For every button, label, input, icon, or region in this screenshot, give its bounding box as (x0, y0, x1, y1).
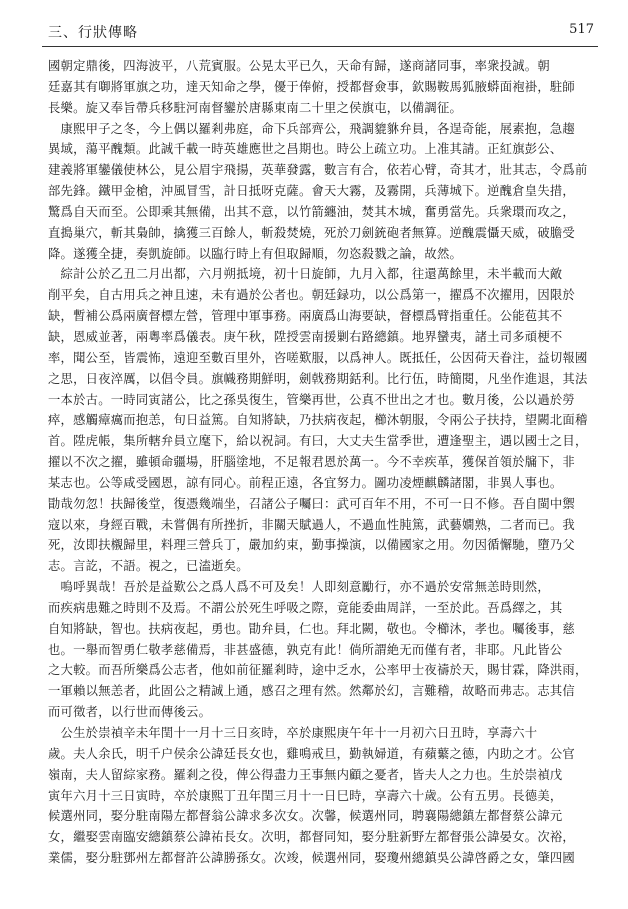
text-line: 嗚呼異哉！吾於是益歎公之爲人爲不可及矣！人即刻意勵行，亦不過於安常無恙時則然， (48, 580, 550, 595)
text-line: 候選州同，娶分駐南陽左都督翁公諱求多次女。次馨，候選州同，聘襄陽總鎮左都督蔡公諱元 (48, 809, 563, 824)
text-line: 寇以來，身經百戰，未嘗偶有所挫折，非關天賦過人，不過血性肫篤，武藝嫺熟，二者而已。我 (48, 517, 575, 532)
text-line: 長樂。旋又奉旨帶兵移駐河南督鑾於唐縣東南二十里之侯旗屯，以備調征。 (48, 100, 463, 115)
text-line: 缺，暫補公爲兩廣督標左營，管理中軍事務。兩廣爲山海要缺，督標爲臂指重任。公能苞其不 (48, 309, 563, 324)
text-line: 之思，日夜淬厲，以倡令員。旗幟務期鮮明，劍戟務期銛利。比行伍，時簡閱，凡坐作進退，其法 (48, 371, 588, 386)
text-line: 首。陞虎帳，集所轄弁員立麾下，給以祝詞。有曰，大丈夫生當季世，遭逢聖主，遇以國士之目， (48, 434, 588, 449)
text-line: 一本於古。一時同寅諸公，比之孫吳復生，管樂再世，公真不世出之才也。數月後，公以過於勞 (48, 392, 575, 407)
text-line: 某志也。公等咸受國恩，諒有同心。前程正遠，各宜努力。圖功凌煙麒麟諸閣，非異人事也。 (48, 475, 563, 490)
text-line: 廷嘉其有啣將軍旗之功，達天知命之學，優于俸俯，授都督僉事，欽賜鞍馬狐腋蟒面袍褂，駐師 (48, 79, 575, 94)
text-line: 之大較。而吾所樂爲公志者，他如前征羅剎時，途中乏水，公率甲士夜禱於天，賜甘霖，降洪雨， (48, 663, 588, 678)
text-line: 部先鋒。鐵甲金槍，沖風冒雪，計日抵呀克薩。會天大霧，及霧開，兵薄城下。逆醜倉皇失措， (48, 184, 575, 199)
text-line: 異域，蕩平醜類。此誠千載一時英雄應世之昌期也。時公上疏立功。上准其請。正紅旗彭公、 (48, 142, 563, 157)
text-line: 勖哉勿忽！扶歸後堂，復憑幾端坐，召諸公子囑曰：武可百年不用，不可一日不修。吾自閩中禦 (48, 496, 575, 511)
page-header (0, 0, 628, 52)
text-line: 公生於崇禎辛未年閏十一月十三日亥時，卒於康熙庚午年十一月初六日丑時，享壽六十 (48, 726, 538, 740)
text-line: 寅年六月十三日寅時，卒於康熙丁丑年閏三月十一日巳時，享壽六十歲。公有五男。長德美， (48, 788, 563, 803)
text-line: 綜計公於乙丑二月出都，六月朔抵境，初十日旋師，九月入都，往還萬餘里，未半載而大敵 (48, 267, 563, 282)
text-line: 業儒，娶分駐鄧州左都督許公諱勝孫女。次竣，候選州同，娶瓊州總鎮吳公諱啓爵之女，肇四國 (48, 851, 575, 866)
text-line: 嶺南，夫人留綜家務。羅剎之役，俾公得盡力王事無内顧之憂者，皆夫人之力也。生於崇禎戊 (48, 767, 563, 782)
text-line: 瘁，感觸瘴癘而抱恙，旬日益篤。自知將缺，乃扶病夜起，櫛沐朝服，令兩公子扶持，望闕北面稽 (48, 413, 588, 428)
text-line: 而可徵者，以行世而傳後云。 (48, 705, 212, 720)
text-line: 缺，恩威並著，兩粵率爲儀表。庚午秋，陞授雲南援剿右路總鎮。地界蠻夷，諸土司多頑梗不 (48, 329, 563, 344)
section-title: 三、行狀傳略 (48, 25, 138, 41)
text-line: 率，聞公至，皆震怖，遠迎至數百里外，咨嗟歎服，以爲神人。既抵任，公因荷天眷注，益切報國 (48, 350, 588, 365)
text-line: 也。一舉而智勇仁敬孝慈備焉，非甚盛德，孰克有此！倘所謂絶无而僅有者，非耶。凡此皆公 (48, 642, 563, 657)
text-line: 降。遂獲全捷，奏凱旋師。以臨行時上有但取歸順，勿恣殺戮之論，故然。 (48, 246, 463, 261)
text-line: 直搗巢穴，斬其梟帥，擒獲三百餘人，斬殺焚燒，死於刀劍銃砲者無算。逆醜震懾天威，破膽受 (48, 225, 575, 240)
text-line: 康熙甲子之冬，今上偶以羅剎弗庭，命下兵部齊公，飛調貔貅弁員，各逞奇能，展素抱，急趨 (48, 121, 575, 136)
text-line: 建義將軍鑾儀使林公，見公眉宇飛揚，英華發露，數言有合，依若心臂，奇其才，壯其志，令爲前 (48, 163, 588, 178)
text-line: 歲。夫人余氏，明千户侯余公諱廷長女也，雞鳴戒旦，勤執婦道，有蘋蘩之德，内助之才。公官 (48, 746, 575, 761)
text-line: 一軍賴以無恙者，此固公之精誠上通，感召之理有然。然鄰於幻，言難稽，故略而弗志。志其信 (48, 684, 575, 699)
text-line: 志。言訖，不語。視之，已溘逝矣。 (48, 559, 249, 574)
text-line: 擢以不次之擢，雖頓命疆場，肝腦塗地，不足報君恩於萬一。今不幸疾革，獲保首領於牖下，非 (48, 455, 575, 470)
page-number: 517 (569, 22, 594, 37)
text-line: 女，繼娶雲南臨安總鎮蔡公諱祐長女。次明，都督同知，娶分駐新野左都督張公諱晏女。次裕， (48, 830, 575, 845)
text-line: 國朝定鼎後，四海波平，八荒賓服。公晃太平已久，天命有歸，遂商諸同事，率衆投誠。朝 (48, 59, 550, 73)
body-text (48, 56, 604, 869)
text-line: 驚爲自天而至。公即乘其無備，出其不意，以竹箭纏油，焚其木城，奮勇當先。兵衆環而攻之， (48, 204, 575, 219)
text-line: 死，汝即扶櫬歸里，料理三營兵丁，嚴加約束，勤事操演，以備國家之用。勿因循懈馳，墮乃父 (48, 538, 575, 553)
text-line: 自知將缺，智也。扶病夜起，勇也。勖弁員，仁也。拜北闕，敬也。令櫛沐，孝也。囑後事，慈 (48, 621, 575, 636)
text-line: 削平矣，自古用兵之神且速，未有過於公者也。朝廷録功，以公爲第一，擢爲不次擢用，因限於 (48, 288, 575, 303)
text-line: 而疾病患難之時則不及焉。不謂公於死生呼吸之際，竟能委曲周詳，一至於此。吾爲繹之，其 (48, 600, 563, 615)
header-rule (42, 46, 598, 47)
